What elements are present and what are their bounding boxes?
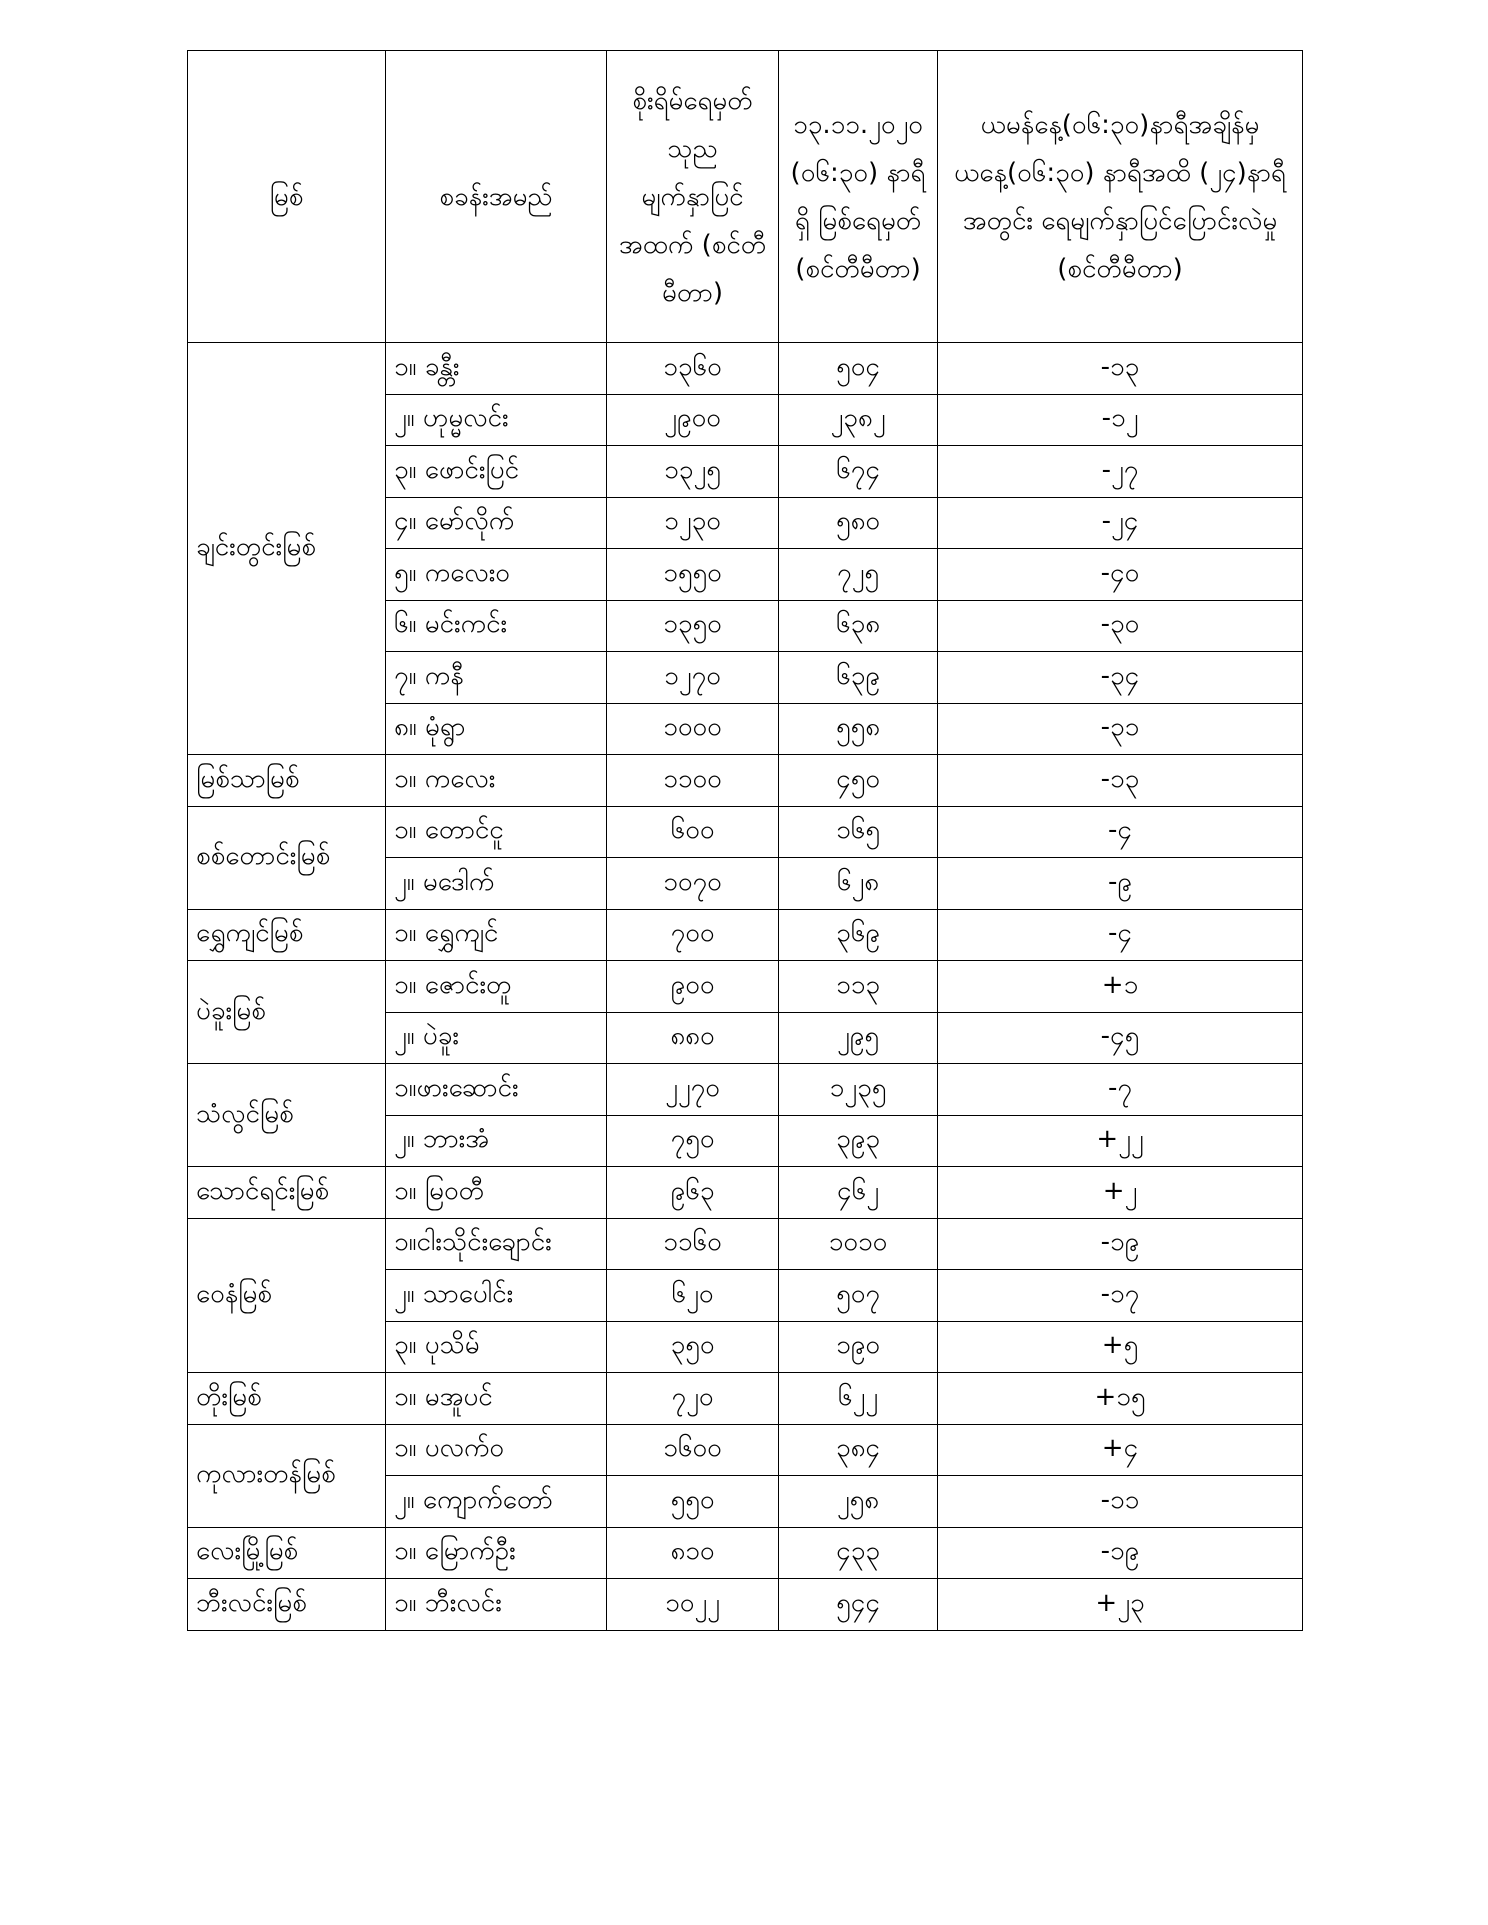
current-level-cell: ၁၀၁၀ (779, 1218, 938, 1270)
station-name-cell: ၁။ တောင်ငူ (386, 806, 607, 858)
station-name-cell: ၁။ ကလေး (386, 755, 607, 807)
header-station: စခန်းအမည် (386, 51, 607, 343)
change-cell: -၁၉ (938, 1527, 1303, 1579)
danger-level-cell: ၆၂၀ (607, 1270, 779, 1322)
river-name-cell: မြစ်သာမြစ် (188, 755, 386, 807)
station-name-cell: ၁။ ပလက်ဝ (386, 1424, 607, 1476)
change-cell: -၁၃ (938, 343, 1303, 395)
station-name-cell: ၂။ သာပေါင်း (386, 1270, 607, 1322)
change-cell: -၄၀ (938, 549, 1303, 601)
change-cell: +၄ (938, 1424, 1303, 1476)
station-name-cell: ၇။ ကနီ (386, 652, 607, 704)
current-level-cell: ၁၆၅ (779, 806, 938, 858)
header-24h-change: ယမန်နေ့(၀၆:၃၀)နာရီအချိန်မှ ယနေ့(၀၆:၃၀) နာရီအထိ (၂၄)နာရီအတွင်း ရေမျက်နှာပြင်ပြောင်းလဲမှု (စင်တီမီတာ) (938, 51, 1303, 343)
station-name-cell: ၁။ ခန္တီး (386, 343, 607, 395)
river-name-cell: တိုးမြစ် (188, 1373, 386, 1425)
current-level-cell: ၃၆၉ (779, 909, 938, 961)
danger-level-cell: ၆၀၀ (607, 806, 779, 858)
table-row (188, 1064, 1303, 1116)
change-cell: -၄၅ (938, 1012, 1303, 1064)
change-cell: -၁၇ (938, 1270, 1303, 1322)
station-name-cell: ၁။ မအူပင် (386, 1373, 607, 1425)
current-level-cell: ၂၃၈၂ (779, 394, 938, 446)
station-name-cell: ၁။ ဇောင်းတူ (386, 961, 607, 1013)
danger-level-cell: ၁၃၆၀ (607, 343, 779, 395)
table-row (188, 1424, 1303, 1476)
station-name-cell: ၆။ မင်းကင်း (386, 600, 607, 652)
danger-level-cell: ၉၀၀ (607, 961, 779, 1013)
change-cell: -၁၁ (938, 1476, 1303, 1528)
danger-level-cell: ၁၂၃၀ (607, 497, 779, 549)
station-name-cell: ၈။ မုံရွာ (386, 703, 607, 755)
current-level-cell: ၄၃၃ (779, 1527, 938, 1579)
station-name-cell: ၂။ ကျောက်တော် (386, 1476, 607, 1528)
danger-level-cell: ၈၈၀ (607, 1012, 779, 1064)
table-row (188, 1218, 1303, 1270)
current-level-cell: ၅၀၇ (779, 1270, 938, 1322)
station-name-cell: ၂။ ဘားအံ (386, 1115, 607, 1167)
station-name-cell: ၁။ မြောက်ဦး (386, 1527, 607, 1579)
station-name-cell: ၃။ ဖောင်းပြင် (386, 446, 607, 498)
change-cell: -၂၇ (938, 446, 1303, 498)
river-name-cell: ပဲခူးမြစ် (188, 961, 386, 1064)
current-level-cell: ၆၃၈ (779, 600, 938, 652)
current-level-cell: ၇၂၅ (779, 549, 938, 601)
station-name-cell: ၃။ ပုသိမ် (386, 1321, 607, 1373)
change-cell: +၅ (938, 1321, 1303, 1373)
change-cell: -၁၉ (938, 1218, 1303, 1270)
danger-level-cell: ၉၆၃ (607, 1167, 779, 1219)
change-cell: -၃၁ (938, 703, 1303, 755)
danger-level-cell: ၇၀၀ (607, 909, 779, 961)
danger-level-cell: ၁၁၆၀ (607, 1218, 779, 1270)
danger-level-cell: ၈၁၀ (607, 1527, 779, 1579)
current-level-cell: ၄၆၂ (779, 1167, 938, 1219)
table-row (188, 1167, 1303, 1219)
change-cell: -၇ (938, 1064, 1303, 1116)
danger-level-cell: ၅၅၀ (607, 1476, 779, 1528)
table-row (188, 961, 1303, 1013)
header-danger-level: စိုးရိမ်ရေမှတ် သုည မျက်နှာပြင် အထက် (စင်တီမီတာ) (607, 51, 779, 343)
current-level-cell: ၅၀၄ (779, 343, 938, 395)
station-name-cell: ၁။ဖားဆောင်း (386, 1064, 607, 1116)
station-name-cell: ၁။ငါးသိုင်းချောင်း (386, 1218, 607, 1270)
change-cell: -၄ (938, 806, 1303, 858)
river-name-cell: သံလွင်မြစ် (188, 1064, 386, 1167)
change-cell: +၂၃ (938, 1579, 1303, 1631)
change-cell: -၁၃ (938, 755, 1303, 807)
river-name-cell: ဝေနံမြစ် (188, 1218, 386, 1373)
station-name-cell: ၅။ ကလေးဝ (386, 549, 607, 601)
change-cell: -၃၄ (938, 652, 1303, 704)
change-cell: +၁ (938, 961, 1303, 1013)
current-level-cell: ၁၉၀ (779, 1321, 938, 1373)
header-row (188, 51, 1303, 343)
change-cell: -၃၀ (938, 600, 1303, 652)
table-row (188, 1527, 1303, 1579)
current-level-cell: ၅၅၈ (779, 703, 938, 755)
current-level-cell: ၃၉၃ (779, 1115, 938, 1167)
station-name-cell: ၂။ မဒေါက် (386, 858, 607, 910)
danger-level-cell: ၃၅၀ (607, 1321, 779, 1373)
current-level-cell: ၁၁၃ (779, 961, 938, 1013)
current-level-cell: ၆၃၉ (779, 652, 938, 704)
station-name-cell: ၂။ ပဲခူး (386, 1012, 607, 1064)
river-name-cell: သောင်ရင်းမြစ် (188, 1167, 386, 1219)
station-name-cell: ၁။ ဘီးလင်း (386, 1579, 607, 1631)
river-name-cell: ရွှေကျင်မြစ် (188, 909, 386, 961)
station-name-cell: ၁။ မြဝတီ (386, 1167, 607, 1219)
header-current-level: ၁၃.၁၁.၂၀၂၀ (၀၆:၃၀) နာရီရှိ မြစ်ရေမှတ် (စင်တီမီတာ) (779, 51, 938, 343)
table-row (188, 806, 1303, 858)
danger-level-cell: ၁၀၀၀ (607, 703, 779, 755)
station-name-cell: ၄။ မော်လိုက် (386, 497, 607, 549)
current-level-cell: ၅၈၀ (779, 497, 938, 549)
current-level-cell: ၆၇၄ (779, 446, 938, 498)
danger-level-cell: ၂၉၀၀ (607, 394, 779, 446)
danger-level-cell: ၇၂၀ (607, 1373, 779, 1425)
table-body (188, 343, 1303, 1631)
station-name-cell: ၁။ ရွှေကျင် (386, 909, 607, 961)
change-cell: +၁၅ (938, 1373, 1303, 1425)
danger-level-cell: ၁၀၇၀ (607, 858, 779, 910)
current-level-cell: ၄၅၀ (779, 755, 938, 807)
current-level-cell: ၆၂၈ (779, 858, 938, 910)
station-name-cell: ၂။ ဟုမ္မလင်း (386, 394, 607, 446)
current-level-cell: ၆၂၂ (779, 1373, 938, 1425)
river-name-cell: ချင်းတွင်းမြစ် (188, 343, 386, 755)
table-row (188, 909, 1303, 961)
river-name-cell: လေးမြို့မြစ် (188, 1527, 386, 1579)
current-level-cell: ၁၂၃၅ (779, 1064, 938, 1116)
danger-level-cell: ၁၅၅၀ (607, 549, 779, 601)
current-level-cell: ၂၉၅ (779, 1012, 938, 1064)
current-level-cell: ၂၅၈ (779, 1476, 938, 1528)
change-cell: -၂၄ (938, 497, 1303, 549)
danger-level-cell: ၁၃၅၀ (607, 600, 779, 652)
current-level-cell: ၃၈၄ (779, 1424, 938, 1476)
change-cell: -၁၂ (938, 394, 1303, 446)
table-row (188, 343, 1303, 395)
danger-level-cell: ၁၁၀၀ (607, 755, 779, 807)
current-level-cell: ၅၄၄ (779, 1579, 938, 1631)
danger-level-cell: ၁၃၂၅ (607, 446, 779, 498)
river-name-cell: ကုလားတန်မြစ် (188, 1424, 386, 1527)
danger-level-cell: ၁၀၂၂ (607, 1579, 779, 1631)
change-cell: +၂ (938, 1167, 1303, 1219)
table-row (188, 1579, 1303, 1631)
table-row (188, 755, 1303, 807)
river-name-cell: စစ်တောင်းမြစ် (188, 806, 386, 909)
danger-level-cell: ၇၅၀ (607, 1115, 779, 1167)
danger-level-cell: ၁၆၀၀ (607, 1424, 779, 1476)
danger-level-cell: ၁၂၇၀ (607, 652, 779, 704)
table-row (188, 1373, 1303, 1425)
river-name-cell: ဘီးလင်းမြစ် (188, 1579, 386, 1631)
river-level-table (187, 50, 1303, 1631)
change-cell: -၄ (938, 909, 1303, 961)
change-cell: -၉ (938, 858, 1303, 910)
danger-level-cell: ၂၂၇၀ (607, 1064, 779, 1116)
header-river: မြစ် (188, 51, 386, 343)
change-cell: +၂၂ (938, 1115, 1303, 1167)
